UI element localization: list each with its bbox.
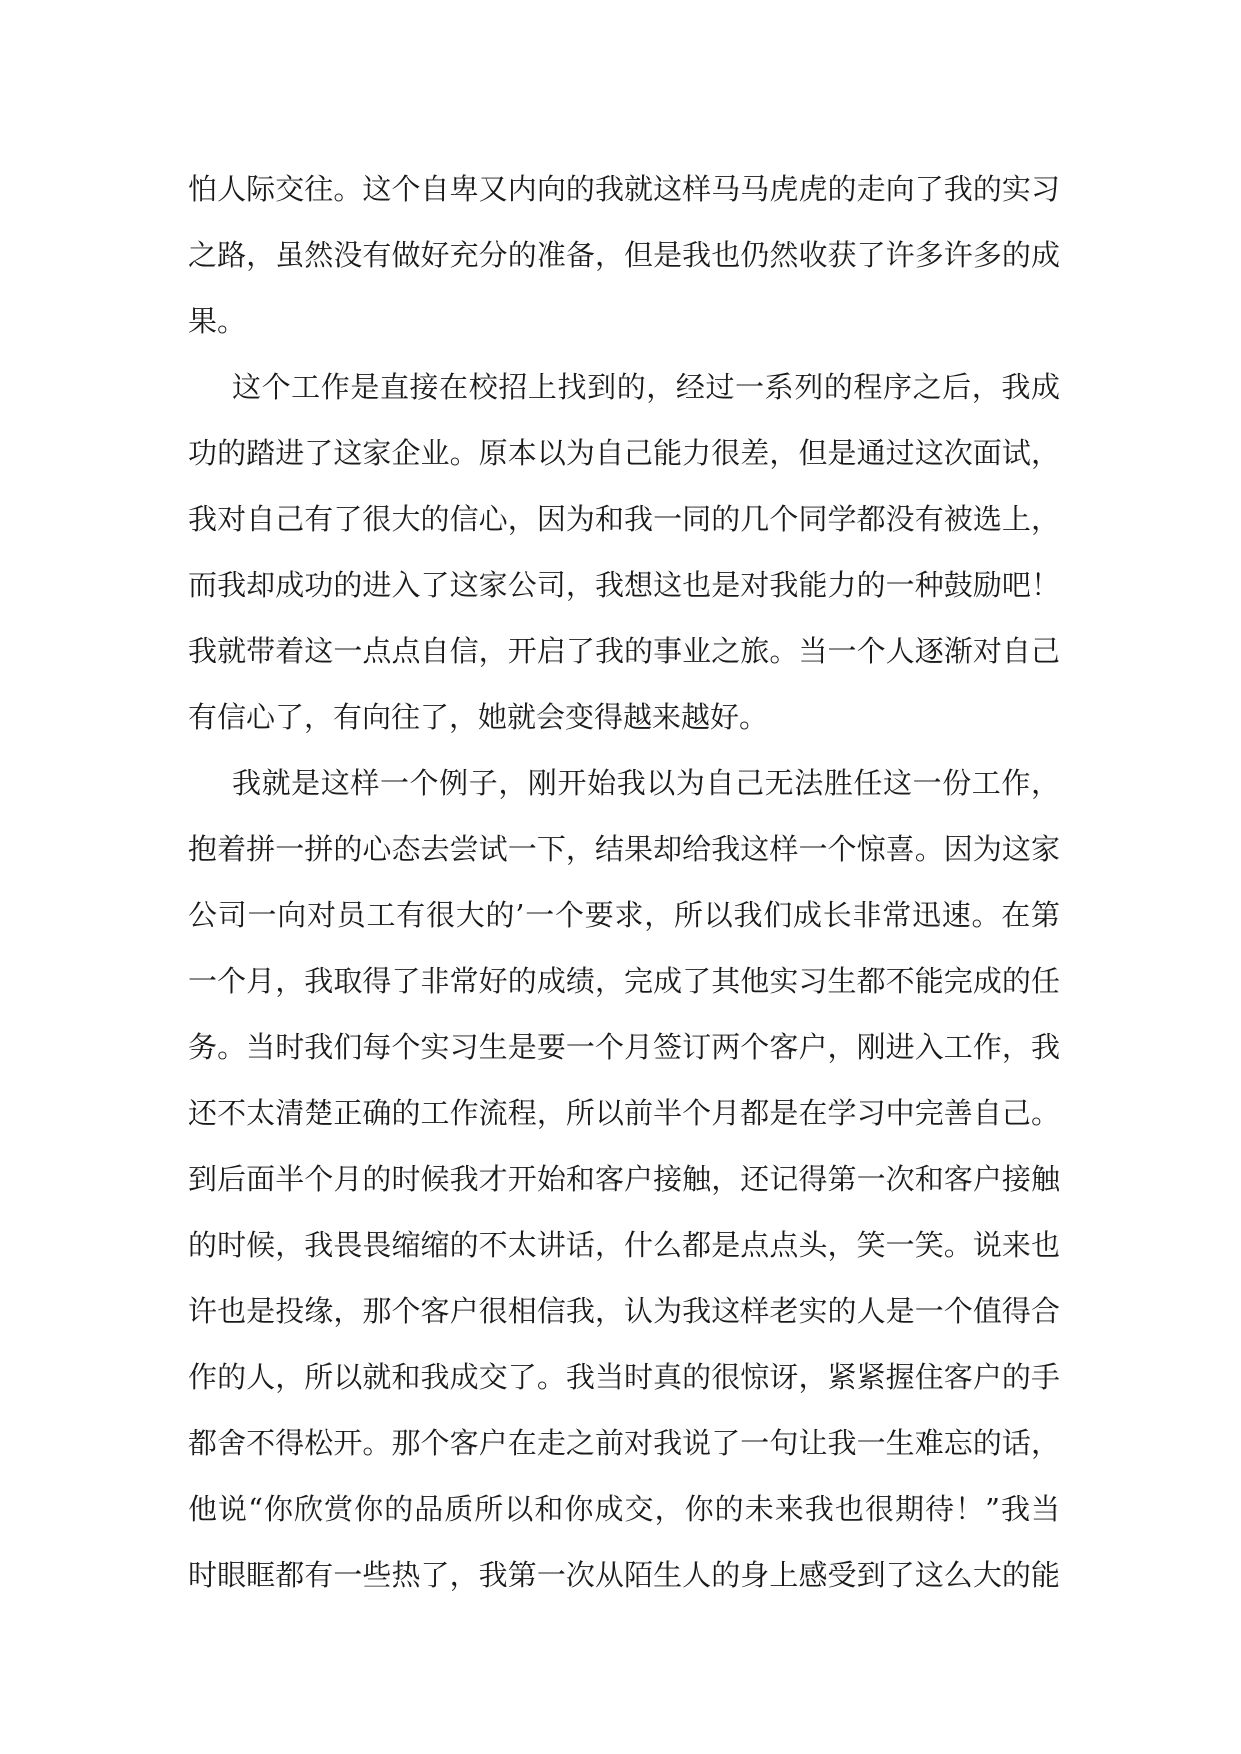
text-line: 务。当时我们每个实习生是要一个月签订两个客户，刚进入工作，我: [188, 1030, 1060, 1064]
text-line: 功的踏进了这家企业。原本以为自己能力很差，但是通过这次面试，: [188, 436, 1060, 470]
text-line: 许也是投缘，那个客户很相信我，认为我这样老实的人是一个值得合: [188, 1294, 1060, 1328]
text-line: 到后面半个月的时候我才开始和客户接触，还记得第一次和客户接触: [188, 1162, 1060, 1196]
text-line: 怕人际交往。这个自卑又内向的我就这样马马虎虎的走向了我的实习: [188, 172, 1060, 206]
text-line: 一个月，我取得了非常好的成绩，完成了其他实习生都不能完成的任: [188, 964, 1060, 998]
text-line: 公司一向对员工有很大的’一个要求，所以我们成长非常迅速。在第: [188, 898, 1060, 932]
text-line: 而我却成功的进入了这家公司，我想这也是对我能力的一种鼓励吧！: [188, 568, 1060, 602]
text-line: 我对自己有了很大的信心，因为和我一同的几个同学都没有被选上，: [188, 502, 1060, 536]
text-line: 之路，虽然没有做好充分的准备，但是我也仍然收获了许多许多的成: [188, 238, 1060, 272]
text-line: 还不太清楚正确的工作流程，所以前半个月都是在学习中完善自己。: [188, 1096, 1060, 1130]
text-line: 时眼眶都有一些热了，我第一次从陌生人的身上感受到了这么大的能: [188, 1558, 1060, 1592]
text-line: 的时候，我畏畏缩缩的不太讲话，什么都是点点头，笑一笑。说来也: [188, 1228, 1060, 1262]
text-line: 我就是这样一个例子，刚开始我以为自己无法胜任这一份工作，: [232, 766, 1060, 800]
document-page: [188, 156, 1060, 1608]
text-line: 他说“你欣赏你的品质所以和你成交，你的未来我也很期待！”我当: [188, 1492, 1060, 1526]
text-line: 这个工作是直接在校招上找到的，经过一系列的程序之后，我成: [232, 370, 1060, 404]
text-line: 抱着拼一拼的心态去尝试一下，结果却给我这样一个惊喜。因为这家: [188, 832, 1060, 866]
text-line: 果。: [188, 304, 247, 338]
text-line: 有信心了，有向往了，她就会变得越来越好。: [188, 700, 769, 734]
text-line: 都舍不得松开。那个客户在走之前对我说了一句让我一生难忘的话，: [188, 1426, 1060, 1460]
text-line: 我就带着这一点点自信，开启了我的事业之旅。当一个人逐渐对自己: [188, 634, 1060, 668]
text-line: 作的人，所以就和我成交了。我当时真的很惊讶，紧紧握住客户的手: [188, 1360, 1060, 1394]
